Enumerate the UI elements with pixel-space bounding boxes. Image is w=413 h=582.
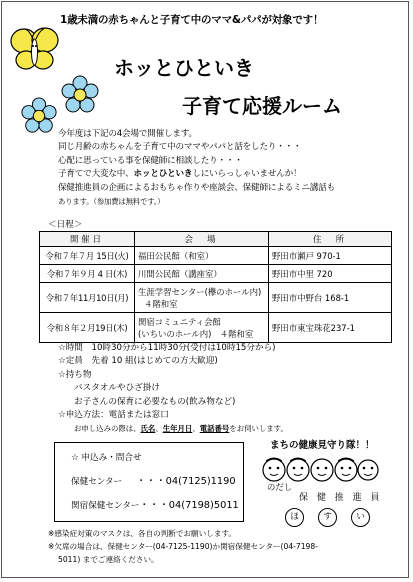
venue-cell (135, 283, 269, 313)
apply-note-text: お申し込みの際は、 (74, 424, 141, 434)
table-header-row (40, 232, 392, 247)
mascot-slogan: まちの健康見守り隊！！ (270, 440, 375, 451)
page-subtitle: 子育て応援ルーム (182, 94, 342, 118)
schedule-table (39, 231, 392, 343)
address-cell: 野田市瀬戸 970-1 (269, 247, 392, 265)
apply-note: お申し込みの際は、氏名、生年月日、電話番号をお伺いします。 (74, 424, 288, 434)
hosui-badges (285, 504, 384, 527)
address-cell: 野田市中野台 168-1 (269, 283, 392, 313)
intro-line: 同じ月齢の赤ちゃんを子育て中のママやパパと話をしたり・・・ (58, 142, 302, 153)
intro-line: あります。（参加費は無料です。） (58, 197, 165, 207)
contact-row (71, 473, 236, 487)
footer-notes (48, 527, 318, 566)
required-field-birthdate: 生年月日 (162, 424, 193, 434)
items-title: ☆持ち物 (58, 369, 92, 380)
venue-room: ４階和室 (144, 298, 178, 309)
table-row (40, 265, 392, 283)
venue-room: (いちいのホール内) ４階和室 (138, 328, 254, 339)
intro-line (58, 168, 388, 181)
hosui-badge: い (351, 508, 370, 527)
item-entry: バスタオルやひざ掛け (74, 383, 160, 394)
capacity-info: ☆定員 先着 10 組(はじめての方大歓迎) (58, 356, 218, 367)
intro-line: 心配に思っている事を保健師に相談したり・・・ (58, 155, 243, 166)
schedule-label: ＜日程＞ (48, 220, 83, 230)
address-cell: 野田市中里 720 (269, 265, 392, 283)
footer-note: ※欠席の場合は、保健センター(04-7125-1190)か関宿保健センター(04-7198- (48, 542, 318, 551)
venue-name: 関宿コミュニティ会館 (138, 316, 221, 327)
intro-line: 今年度は下記の4会場で開催します。 (58, 129, 197, 139)
office-name: 保健センター (71, 477, 123, 487)
contact-row (71, 497, 239, 511)
date-cell: 令和７年７月 15日(火) (40, 247, 135, 265)
apply-method: ☆申込方法：電話または窓口 (58, 410, 169, 421)
required-field-name: 氏名 (140, 424, 156, 434)
flower-icon (60, 75, 100, 115)
phone-number: ・・・04(7125)1190 (136, 476, 236, 487)
venue-cell (135, 313, 269, 343)
flyer-page (1, 1, 409, 578)
butterfly-icon (9, 26, 61, 78)
hosui-badge: す (318, 508, 337, 527)
association-prefix: のだし (267, 482, 293, 492)
intro-text-part: しにいらっしゃいませんか！ (192, 169, 302, 180)
date-cell: 令和７年９月 4 日(木) (40, 265, 135, 283)
table-row (40, 283, 392, 313)
column-header: 住 所 (269, 232, 392, 247)
table-row (40, 247, 392, 265)
venue-cell: 川間公民館（講座室） (135, 265, 269, 283)
page-title: ホッとひといき (114, 56, 254, 80)
phone-number: ・・・04(7198)5011 (139, 500, 239, 511)
association-name: 保 健 推 進 員 (299, 493, 383, 503)
office-name: 関宿保健センター (71, 501, 140, 511)
footer-note: ※感染症対策のマスクは、各自の判断でお願いします。 (48, 529, 237, 538)
flower-icon (20, 97, 58, 135)
contact-label: ☆ 申込み・問合せ (71, 453, 142, 463)
intro-line: 保健推進員の企画によるおもちゃ作りや座談会、保健師によるミニ講話も (58, 182, 335, 193)
venue-name: 生涯学習センター(欅のホール内) (138, 286, 262, 297)
venue-cell: 福田公民館（和室） (135, 247, 269, 265)
hosui-badge: ほ (285, 508, 304, 527)
date-cell: 令和８年２月19日(木) (40, 313, 135, 343)
required-field-phone: 電話番号 (199, 424, 230, 434)
contact-box (54, 442, 244, 522)
item-entry: お子さんの保育に必要なもの(飲み物など) (74, 396, 236, 407)
intro-text-part: 子育てで大変な中、 (58, 169, 134, 180)
column-header: 会 場 (135, 232, 269, 247)
table-row (40, 313, 392, 343)
intro-text (58, 128, 388, 208)
address-cell: 野田市東宝珠花237-1 (269, 313, 392, 343)
date-cell: 令和７年11月10日(月) (40, 283, 135, 313)
target-audience-line: 1歳未満の赤ちゃんと子育て中のママ&パパが対象です！ (60, 14, 324, 26)
event-details (58, 342, 288, 436)
time-info: ☆時間 10時30分から11時30分(受付は10時15分から) (58, 343, 276, 353)
intro-emphasis: ホッとひといき (133, 169, 193, 180)
footer-note: 5011) までご連絡ください。 (58, 555, 159, 564)
apply-note-text: をお伺いします。 (229, 424, 288, 434)
column-header: 開催日 (40, 232, 135, 247)
